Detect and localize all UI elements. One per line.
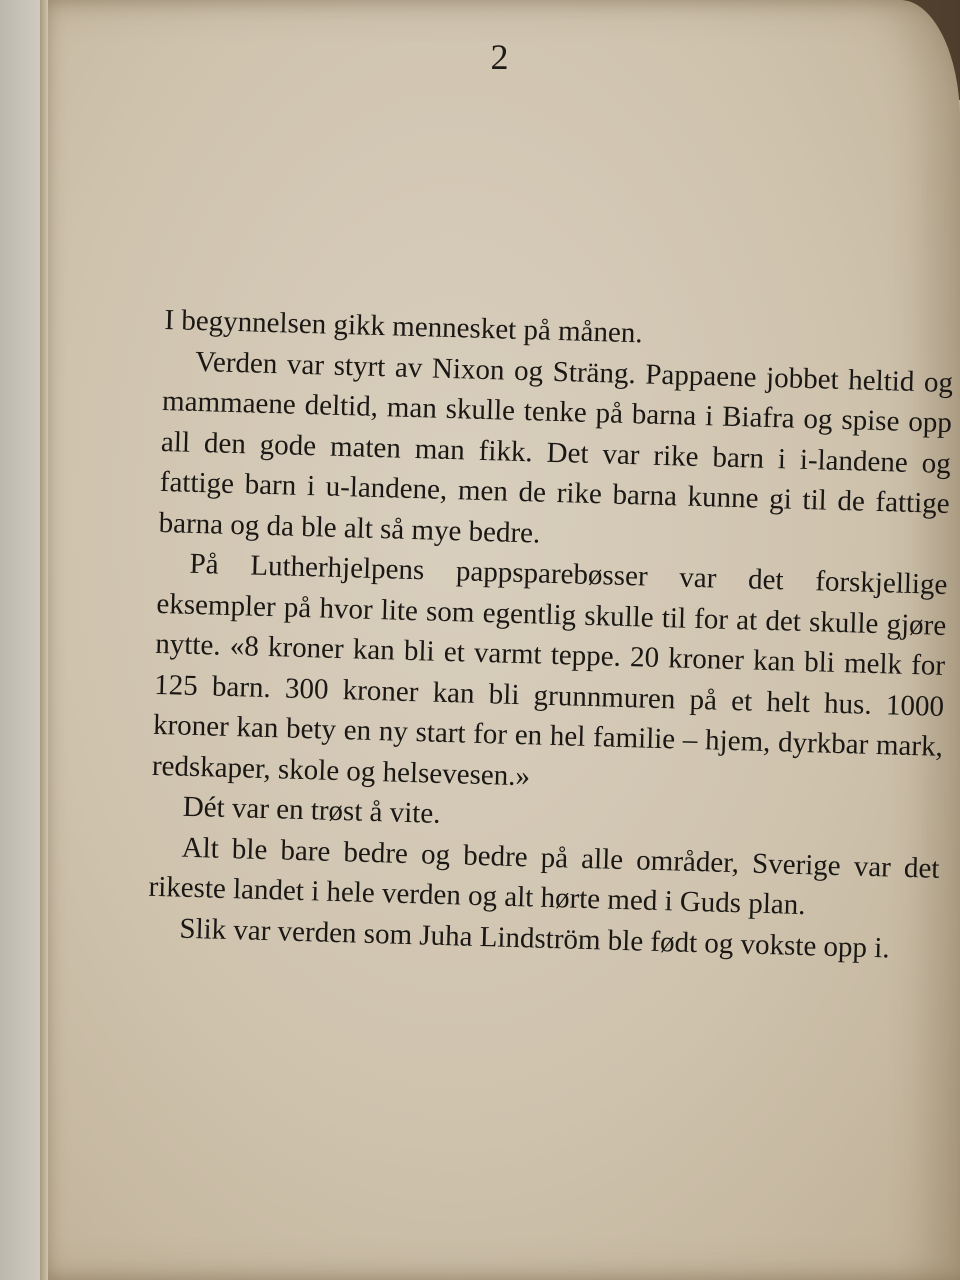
paragraph-world: Verden var styrt av Nixon og Sträng. Pappaene jobbet heltid og mammaene deltid, man skulle tenke på barna i Biafra og spise opp all den gode maten man fikk. Det var rike barn i i-landene og fattige barn i u-landene, men de rike barna kunne gi til de fattige barna og da ble alt så mye bedre. bbox=[158, 345, 954, 550]
paragraph-opening: I begynnelsen gikk mennesket på månen. bbox=[163, 303, 644, 350]
paragraph-juha: Slik var verden som Juha Lindström ble født og vokste opp i. bbox=[179, 912, 891, 964]
book-page bbox=[40, 0, 960, 1280]
chapter-number: 2 bbox=[490, 37, 510, 77]
body-text bbox=[147, 300, 955, 970]
paragraph-lutherhjelpen: På Lutherhjelpens pappsparebøsser var det forskjellige eksempler på hvor lite som egentlig skulle til for at det skulle gjøre nytte. «8 kroner kan bli et varmt teppe. 20 kroner kan bli melk for 125 barn. 300 kroner kan bli grunnmuren på et helt hus. 1000 kroner kan bety en ny start for en hel familie – hjem, dyrkbar mark, redskaper, skole og helsevesen.» bbox=[151, 547, 948, 792]
page-gutter bbox=[40, 0, 48, 1280]
paragraph-comfort: Dét var en trøst å vite. bbox=[182, 790, 441, 830]
paragraph-sweden: Alt ble bare bedre og bedre på alle områder, Sverige var det rikeste landet i hele verden og alt hørte med i Guds plan. bbox=[148, 831, 940, 922]
